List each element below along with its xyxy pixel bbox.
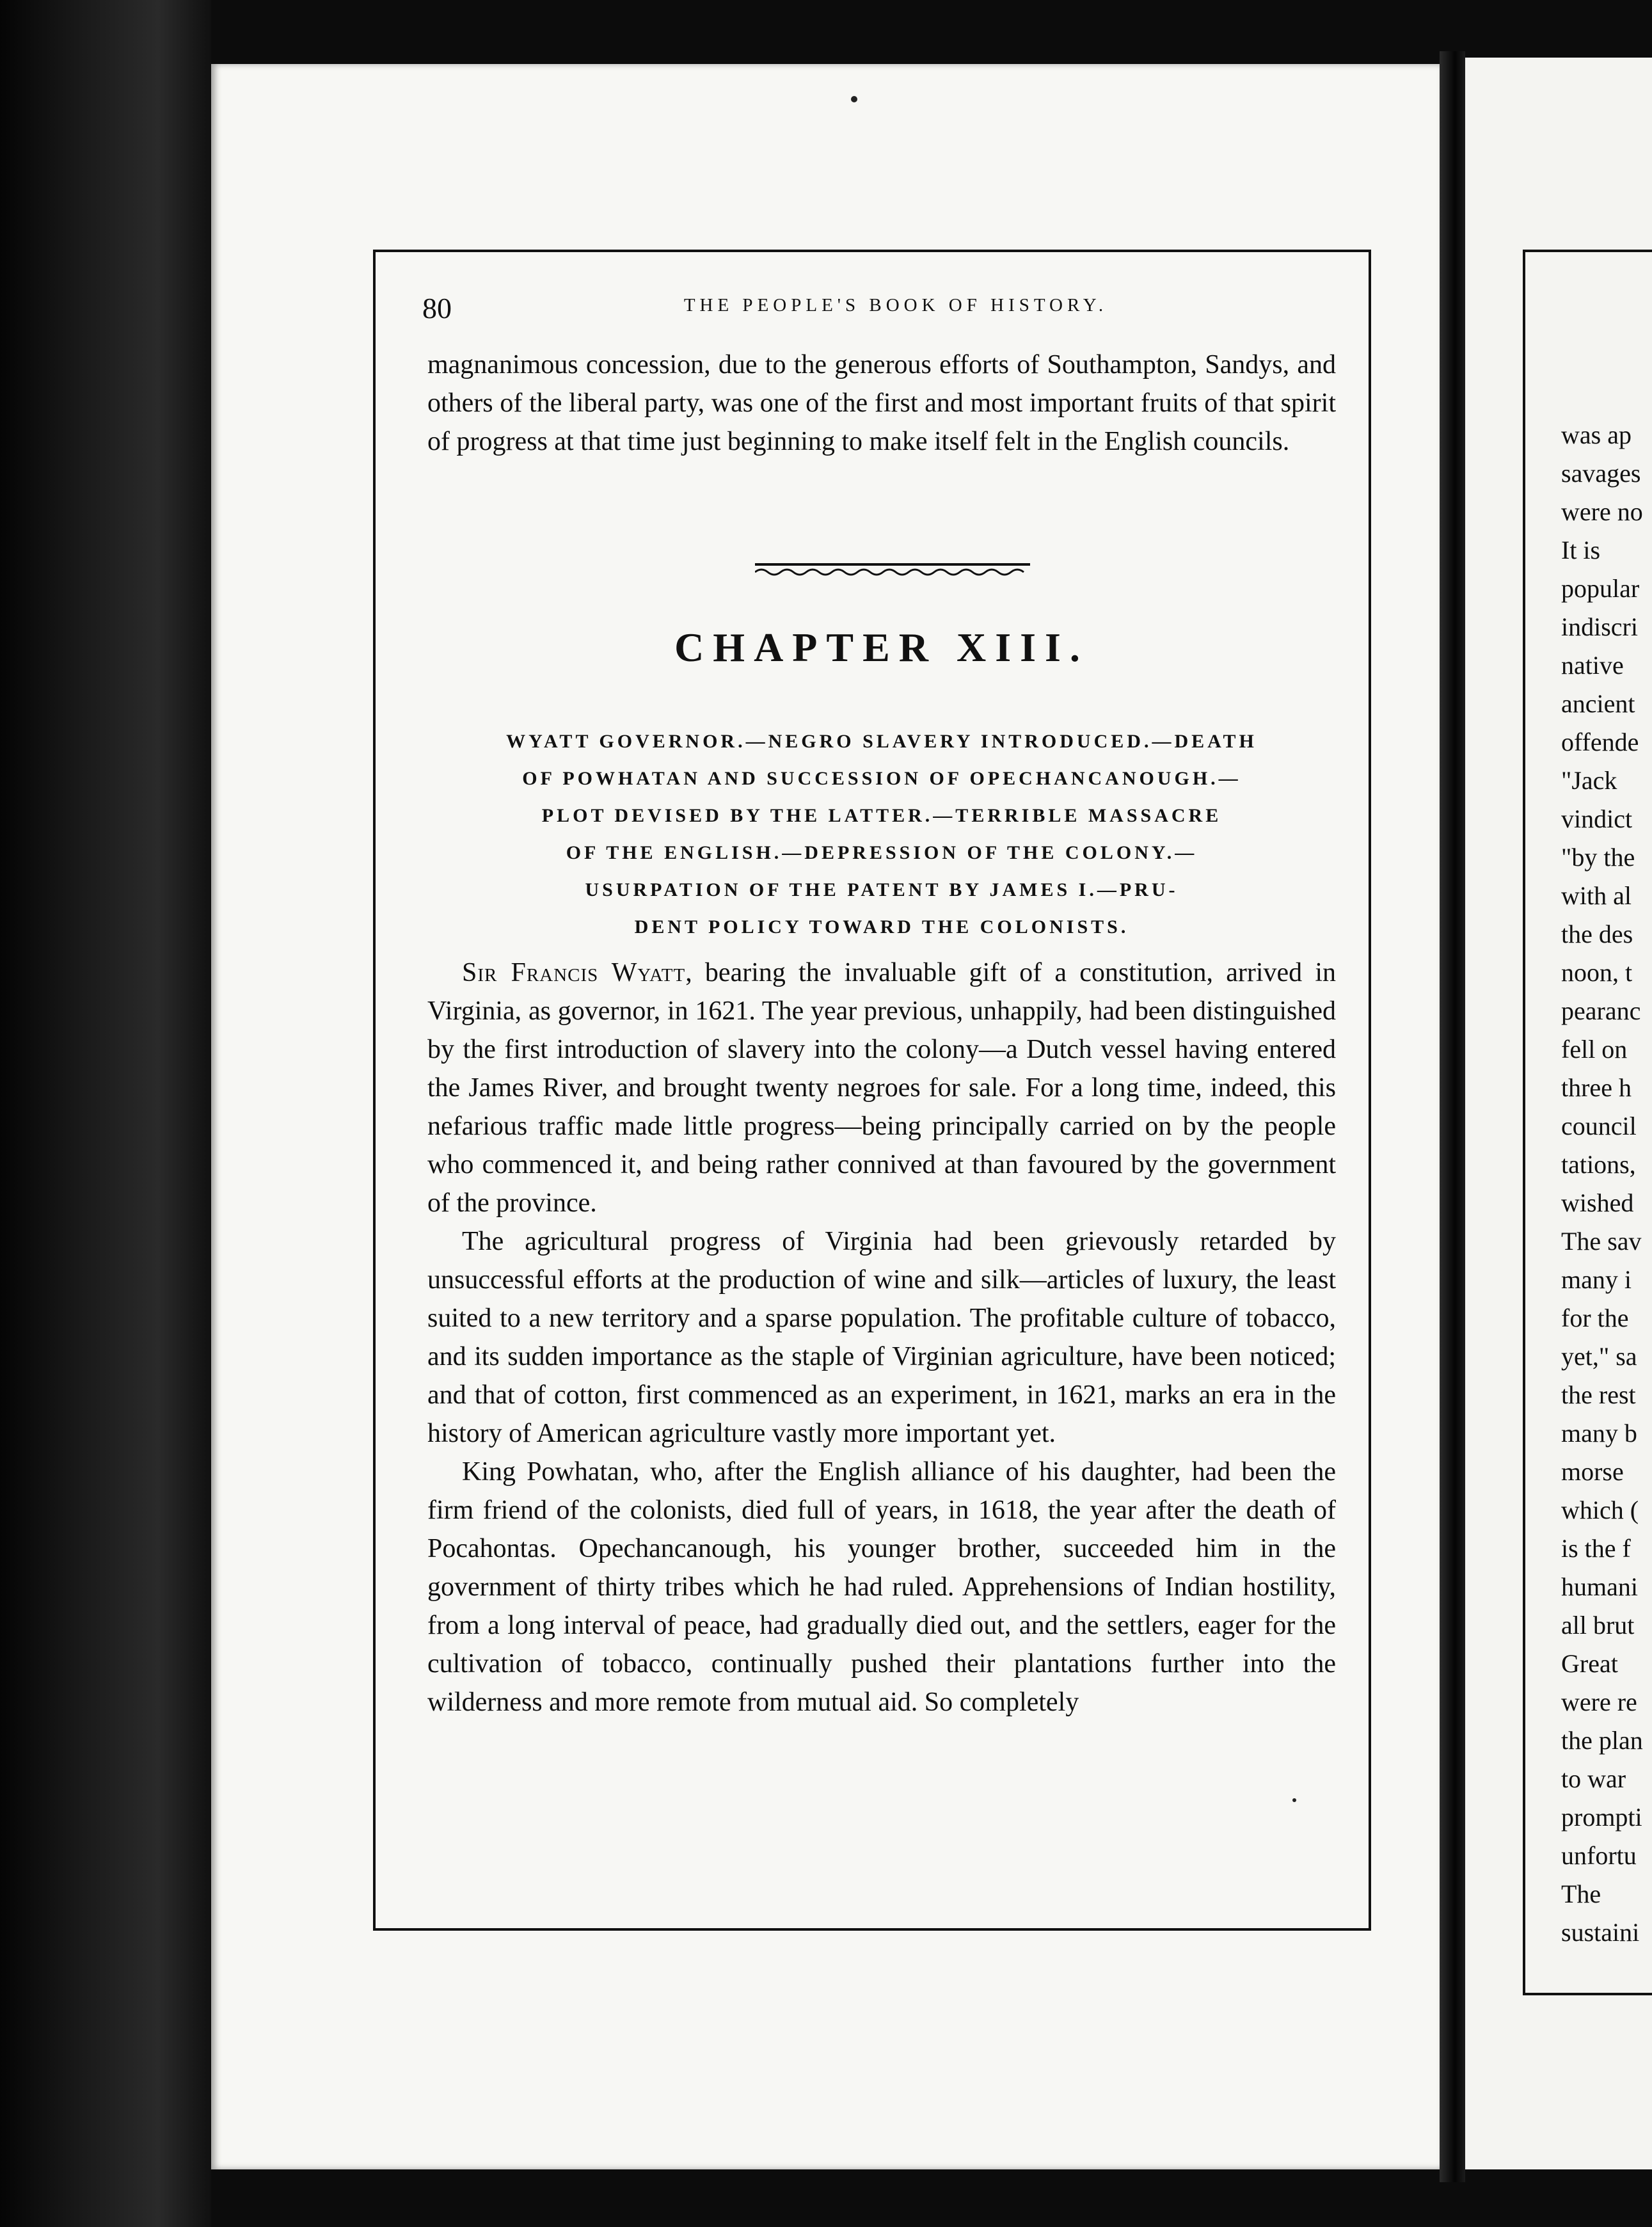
book-binding-edge bbox=[0, 0, 211, 2227]
facing-page-line: the des bbox=[1561, 920, 1633, 948]
facing-page-line: vindict bbox=[1561, 804, 1633, 833]
facing-page-line: to war bbox=[1561, 1764, 1626, 1793]
book-gutter bbox=[1440, 51, 1465, 2182]
facing-page-line: the rest bbox=[1561, 1380, 1636, 1409]
facing-page-line: with al bbox=[1561, 881, 1632, 910]
facing-page-line: Great bbox=[1561, 1649, 1618, 1678]
paragraph-text: magnanimous concession, due to the generous efforts of Southampton, Sandys, and others of the liberal party, was one of the first and most important fruits of that spirit of progress at that time just beginning to make itself felt in the English councils. bbox=[427, 350, 1336, 456]
facing-page-line: indiscri bbox=[1561, 612, 1638, 641]
facing-page-line: were re bbox=[1561, 1688, 1637, 1716]
running-title: THE PEOPLE'S BOOK OF HISTORY. bbox=[683, 295, 1108, 315]
facing-page-line: pearanc bbox=[1561, 996, 1641, 1025]
paragraph-1 bbox=[427, 954, 1336, 1222]
facing-page bbox=[1465, 58, 1652, 2169]
facing-page-line: "Jack bbox=[1561, 766, 1617, 795]
facing-page-line: tations, bbox=[1561, 1150, 1636, 1179]
facing-page-line: ancient bbox=[1561, 689, 1635, 718]
decorative-wavy-rule bbox=[755, 562, 1030, 577]
facing-page-line: "by the bbox=[1561, 843, 1635, 872]
facing-page-line: fell on bbox=[1561, 1035, 1628, 1064]
facing-page-line: It is bbox=[1561, 536, 1601, 564]
facing-page-line: unfortu bbox=[1561, 1841, 1637, 1870]
facing-page-line: noon, t bbox=[1561, 958, 1633, 987]
facing-page-line: was ap bbox=[1561, 420, 1632, 449]
facing-page-line: wished bbox=[1561, 1188, 1634, 1217]
page-number: 80 bbox=[422, 292, 452, 324]
facing-page-line: all brut bbox=[1561, 1611, 1635, 1640]
summary-line: USURPATION OF THE PATENT BY JAMES I.—PRU- bbox=[585, 879, 1179, 900]
facing-page-line: native bbox=[1561, 651, 1624, 680]
summary-line: PLOT DEVISED BY THE LATTER.—TERRIBLE MASSACRE bbox=[541, 805, 1222, 826]
ink-speck bbox=[851, 96, 857, 102]
facing-page-line: savages bbox=[1561, 459, 1641, 488]
facing-page-line: the plan bbox=[1561, 1726, 1643, 1755]
facing-page-line: The sav bbox=[1561, 1227, 1642, 1256]
intro-paragraph bbox=[427, 346, 1336, 461]
facing-page-line: many i bbox=[1561, 1265, 1632, 1294]
running-head bbox=[422, 291, 1331, 330]
facing-page-line: The bbox=[1561, 1880, 1601, 1908]
facing-page-line: three h bbox=[1561, 1073, 1632, 1102]
facing-page-line: prompti bbox=[1561, 1803, 1642, 1832]
facing-page-line: humani bbox=[1561, 1572, 1638, 1601]
summary-line: DENT POLICY TOWARD THE COLONISTS. bbox=[634, 916, 1129, 938]
lead-in-name: Sir Francis Wyatt bbox=[462, 958, 686, 987]
facing-page-line: council bbox=[1561, 1112, 1637, 1140]
facing-page-line: yet," sa bbox=[1561, 1342, 1637, 1371]
paragraph-text: , bearing the invaluable gift of a constitution, arrived in Virginia, as governor, in 1621. The year previous, unhappily, had been distinguished by the first introduction of slavery into the colony—a Dutch vessel having entered the James River, and brought twenty negroes for sale. For a long time, indeed, this nefarious traffic made little progress—being principally carried on by the people who commenced it, and being rather connived at than favoured by the government of the province. bbox=[427, 958, 1337, 1218]
facing-page-line: popular bbox=[1561, 574, 1640, 603]
facing-page-line: for the bbox=[1561, 1304, 1629, 1332]
facing-page-line: many b bbox=[1561, 1419, 1637, 1448]
summary-line: WYATT GOVERNOR.—NEGRO SLAVERY INTRODUCED.—DEATH bbox=[506, 731, 1257, 752]
chapter-title: CHAPTER XIII. bbox=[674, 625, 1089, 670]
facing-page-text bbox=[1561, 416, 1652, 1952]
facing-page-line: sustaini bbox=[1561, 1918, 1640, 1947]
facing-page-line: were no bbox=[1561, 497, 1643, 526]
facing-page-line: is the f bbox=[1561, 1534, 1631, 1563]
chapter-body bbox=[427, 954, 1336, 1721]
paragraph-3: King Powhatan, who, after the English alliance of his daughter, had been the firm friend of the colonists, died full of years, in 1618, the year after the death of Pocahontas. Opechancanough, his younger brother, succeeded him in the government of thirty tribes which he had ruled. Apprehensions of Indian hostility, from a long interval of peace, had gradually died out, and the settlers, eager for the cultivation of tobacco, continually pushed their plantations further into the wilderness and more remote from mutual aid. So completely bbox=[427, 1457, 1336, 1717]
facing-page-line: which ( bbox=[1561, 1496, 1639, 1524]
chapter-summary bbox=[427, 723, 1336, 946]
facing-page-line: offende bbox=[1561, 728, 1639, 756]
summary-line: OF THE ENGLISH.—DEPRESSION OF THE COLONY.— bbox=[566, 842, 1198, 863]
facing-page-line: morse bbox=[1561, 1457, 1624, 1486]
summary-line: OF POWHATAN AND SUCCESSION OF OPECHANCANOUGH.— bbox=[522, 768, 1241, 789]
paragraph-2: The agricultural progress of Virginia had been grievously retarded by unsuccessful efforts at the production of wine and silk—articles of luxury, the least suited to a new territory and a sparse population. The profitable culture of tobacco, and its sudden importance as the staple of Virginian agriculture, have been noticed; and that of cotton, first commenced as an experiment, in 1621, marks an era in the history of American agriculture vastly more important yet. bbox=[427, 1227, 1336, 1448]
